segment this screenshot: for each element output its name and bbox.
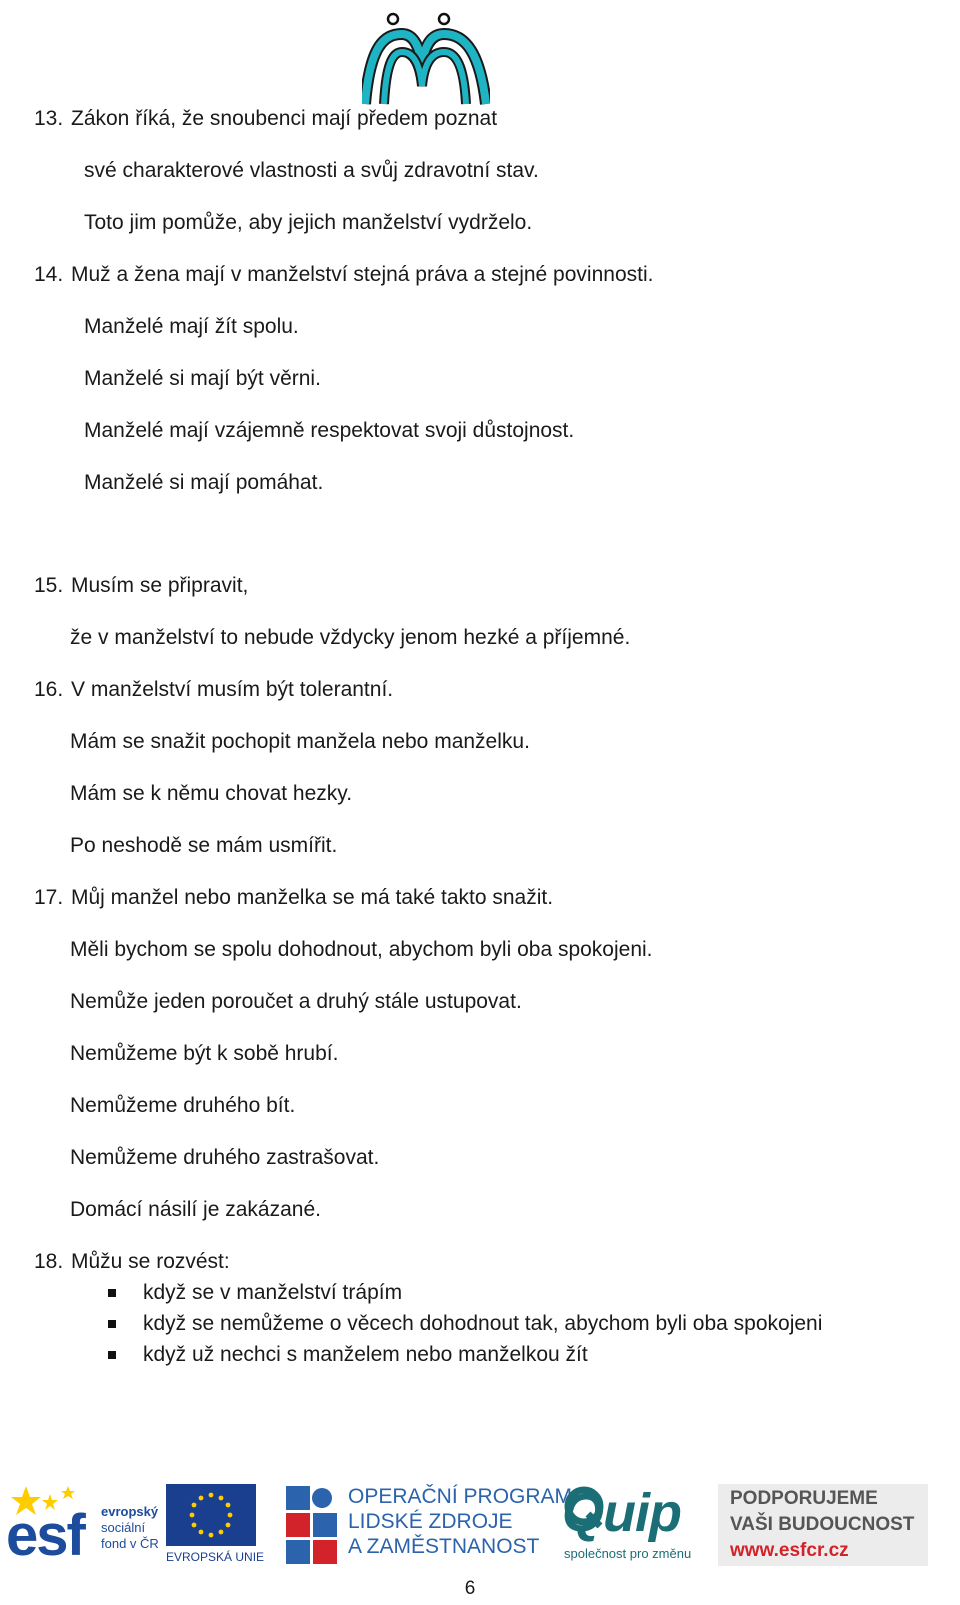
op-line-1: OPERAČNÍ PROGRAM <box>348 1485 573 1508</box>
bullet-icon <box>108 1320 116 1328</box>
item-15-line-1: 15. Musím se připravit, <box>34 574 249 597</box>
quip-logo <box>562 1484 712 1566</box>
item-17-line-3: Nemůže jeden poroučet a druhý stále ustupovat. <box>70 990 522 1013</box>
bullet-icon <box>108 1289 116 1297</box>
eu-flag-icon <box>166 1484 256 1546</box>
item-16-line-3: Mám se k němu chovat hezky. <box>70 782 353 805</box>
eu-logo <box>166 1484 265 1566</box>
item-18-number: 18. <box>34 1250 64 1273</box>
op-logo <box>286 1484 573 1566</box>
esf-logo-text: esf <box>6 1503 84 1568</box>
quip-tagline: společnost pro změnu <box>564 1546 692 1561</box>
item-13-line-2: své charakterové vlastnosti a svůj zdravotní stav. <box>84 159 539 182</box>
op-line-2: LIDSKÉ ZDROJE <box>348 1510 513 1533</box>
item-14-line-2: Manželé mají žít spolu. <box>84 315 299 338</box>
support-url: www.esfcr.cz <box>730 1540 849 1561</box>
item-18-bullet-2: když se nemůžeme o věcech dohodnout tak, abychom byli oba spokojeni <box>143 1312 823 1335</box>
item-17-line-2: Měli bychom se spolu dohodnout, abychom byli oba spokojeni. <box>70 938 653 961</box>
item-13-line-1: 13. Zákon říká, že snoubenci mají předem poznat <box>34 107 498 130</box>
item-16-line-1: 16. V manželství musím být tolerantní. <box>34 678 394 701</box>
page-number: 6 <box>464 1578 476 1599</box>
support-line-1: PODPORUJEME <box>730 1488 878 1509</box>
item-14-line-1: 14. Muž a žena mají v manželství stejná práva a stejné povinnosti. <box>34 263 654 286</box>
item-17-line-4: Nemůžeme být k sobě hrubí. <box>70 1042 339 1065</box>
item-15-line-2: že v manželství to nebude vždycky jenom hezké a příjemné. <box>70 626 631 649</box>
item-16-line-4: Po neshodě se mám usmířit. <box>70 834 338 857</box>
esf-line-3: fond v ČR <box>101 1536 159 1551</box>
support-banner <box>718 1484 928 1566</box>
item-18-line-1: 18. Můžu se rozvést: <box>34 1250 230 1273</box>
item-18-bullet-1: když se v manželství trápím <box>143 1281 403 1304</box>
esf-line-2: sociální <box>101 1520 146 1535</box>
item-17-number: 17. <box>34 886 64 909</box>
item-14-line-5: Manželé si mají pomáhat. <box>84 471 324 494</box>
esf-logo <box>6 1484 158 1566</box>
item-13-line-3: Toto jim pomůže, aby jejich manželství vydrželo. <box>84 211 533 234</box>
item-18-bullet-3: když už nechci s manželem nebo manželkou žít <box>143 1343 588 1366</box>
item-14-line-4: Manželé mají vzájemně respektovat svoji důstojnost. <box>84 419 575 442</box>
op-puzzle-icon <box>286 1486 340 1564</box>
item-17-line-7: Domácí násilí je zakázané. <box>70 1198 321 1221</box>
op-line-3: A ZAMĚSTNANOST <box>348 1535 540 1558</box>
item-14-number: 14. <box>34 263 64 286</box>
bullet-icon <box>108 1351 116 1359</box>
item-15-number: 15. <box>34 574 64 597</box>
couple-logo-icon <box>362 6 490 108</box>
eu-caption: EVROPSKÁ UNIE <box>166 1550 265 1564</box>
item-16-number: 16. <box>34 678 64 701</box>
item-14-line-3: Manželé si mají být věrni. <box>84 367 321 390</box>
item-17-line-1: 17. Můj manžel nebo manželka se má také takto snažit. <box>34 886 554 909</box>
item-17-line-5: Nemůžeme druhého bít. <box>70 1094 296 1117</box>
quip-logo-text: Quip <box>562 1483 681 1543</box>
item-16-line-2: Mám se snažit pochopit manžela nebo manželku. <box>70 730 530 753</box>
item-13-number: 13. <box>34 107 64 130</box>
esf-line-1: evropský <box>101 1504 159 1519</box>
item-17-line-6: Nemůžeme druhého zastrašovat. <box>70 1146 380 1169</box>
support-line-2: VAŠI BUDOUCNOST <box>730 1514 915 1535</box>
